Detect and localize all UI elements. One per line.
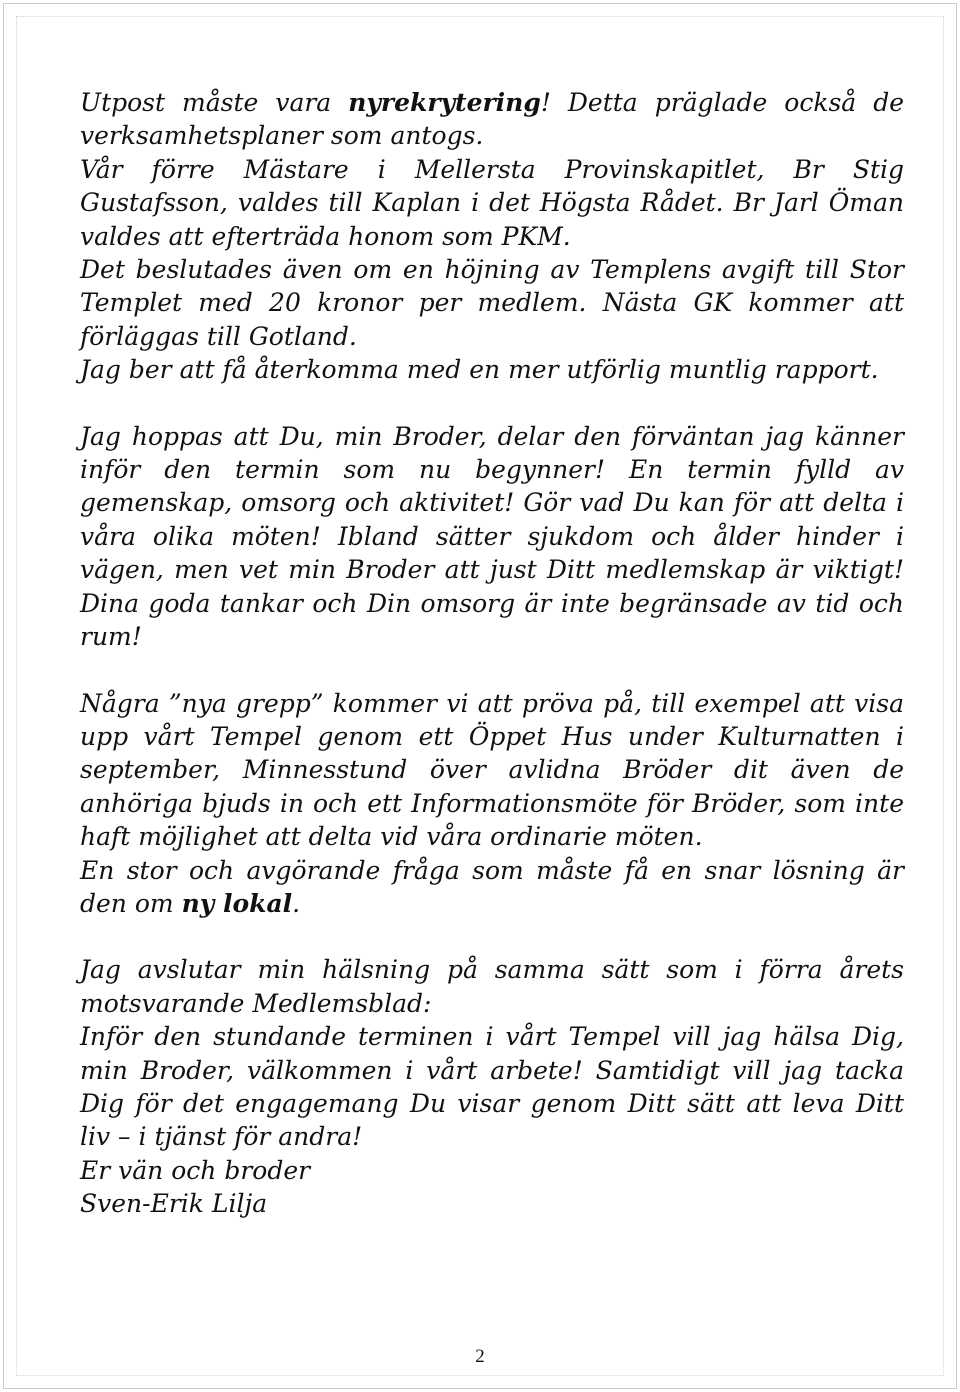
spacer <box>80 920 904 953</box>
closing-line: Er vän och broder <box>80 1155 311 1185</box>
emphasis-recruitment: nyrekrytering <box>348 88 541 117</box>
spacer <box>80 654 904 687</box>
paragraph-report: Jag ber att få återkomma med en mer utförlig muntlig rapport. <box>80 355 879 385</box>
paragraph-closing-intro: Jag avslutar min hälsning på samma sätt som i förra årets motsvarande Medlemsblad: <box>80 955 904 1018</box>
text-segment: ! Detta präglade också de verksamhetsplaner som antogs. <box>80 88 905 151</box>
paragraph-premises <box>80 854 904 921</box>
spacer <box>80 387 904 420</box>
letter-body <box>80 86 904 1221</box>
paragraph-recruitment <box>80 86 904 153</box>
paragraph-new-ideas: Några ”nya grepp” kommer vi att pröva på, till exempel att visa upp vårt Tempel genom ett Öppet Hus under Kulturnatten i september, Minnesstund över avlidna Bröder dit även de anhöriga bjuds in och ett Informationsmöte för Bröder, som inte haft möjlighet att delta vid våra ordinarie möten. <box>80 688 904 852</box>
text-segment: . <box>292 888 301 918</box>
text-segment: En stor och avgörande fråga som måste få en snar lösning är den om <box>80 855 904 918</box>
paragraph-fee-decision: Det beslutades även om en höjning av Templens avgift till Stor Templet med 20 kronor per medlem. Nästa GK kommer att förläggas till Gotland. <box>80 255 904 351</box>
paragraph-welcome: Inför den stundande terminen i vårt Tempel vill jag hälsa Dig, min Broder, välkommen i vårt arbete! Samtidigt vill jag tacka Dig för det engagemang Du visar genom Ditt sätt att leva Ditt liv – i tjänst för andra! <box>80 1022 904 1152</box>
paragraph-term-hopes: Jag hoppas att Du, min Broder, delar den förväntan jag känner inför den termin som nu begynner! En termin fylld av gemenskap, omsorg och aktivitet! Gör vad Du kan för att delta i våra olika möten! Ibland sätter sjukdom och ålder hinder i vägen, men vet min Broder att just Ditt medlemskap är viktigt! Dina goda tankar och Din omsorg är inte begränsade av tid och rum! <box>80 421 904 652</box>
paragraph-elections: Vår förre Mästare i Mellersta Provinskapitlet, Br Stig Gustafsson, valdes till Kaplan i det Högsta Rådet. Br Jarl Öman valdes att efterträda honom som PKM. <box>80 154 904 251</box>
emphasis-new-premises: ny lokal <box>181 888 293 918</box>
signature: Sven-Erik Lilja <box>80 1189 268 1219</box>
page-number: 2 <box>475 1346 485 1367</box>
text-segment: Utpost måste vara <box>80 88 349 117</box>
